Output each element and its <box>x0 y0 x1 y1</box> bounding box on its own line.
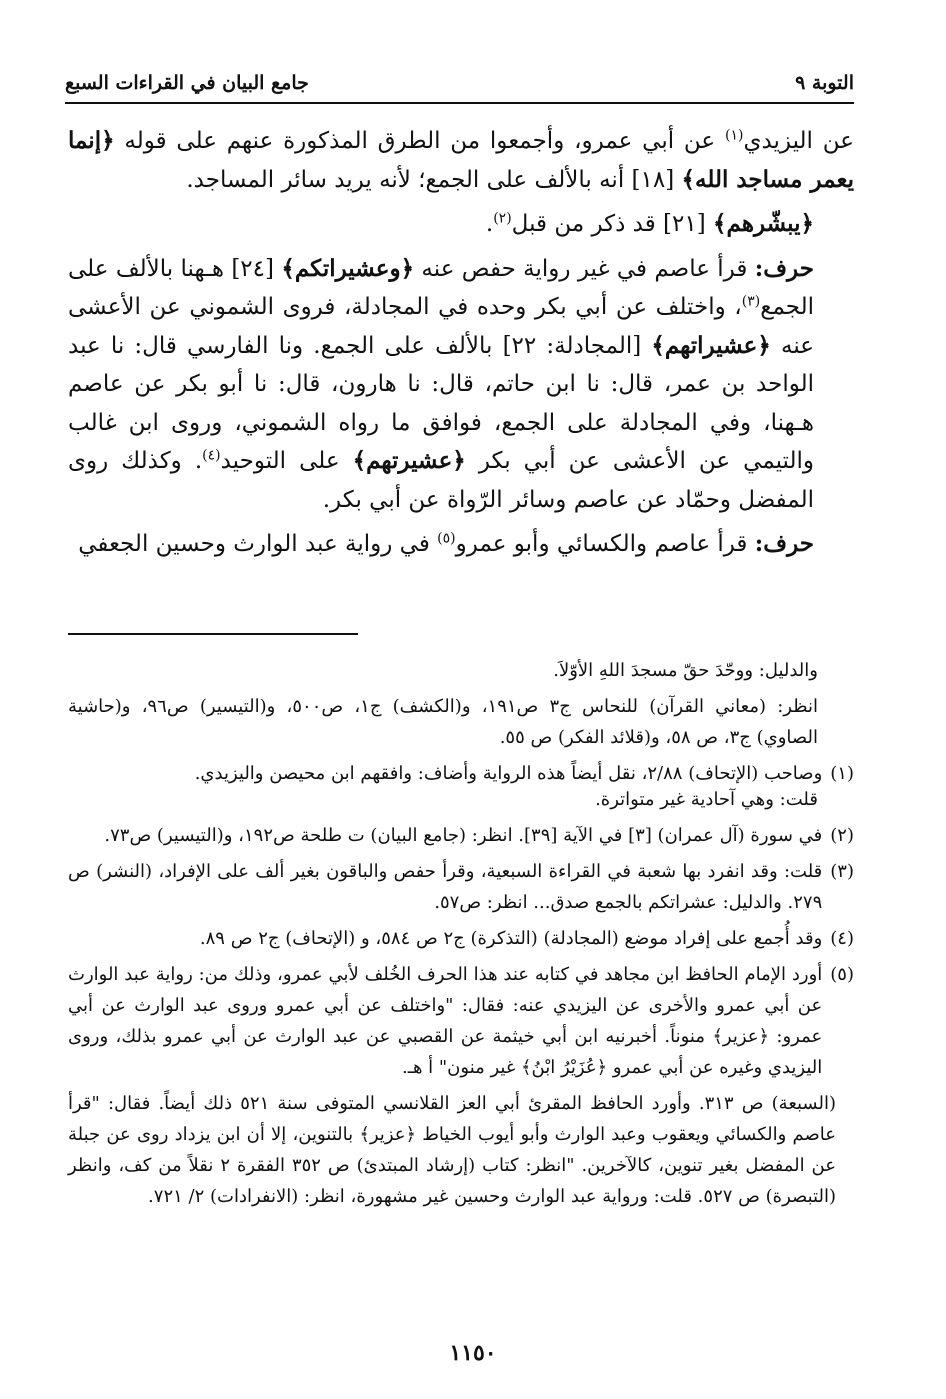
text-run: [٢٤] هـهنا بالألف على الجمع <box>68 255 814 320</box>
footnote-number: (٥) <box>830 964 854 985</box>
book-title: جامع البيان في القراءات السبع <box>65 72 309 94</box>
footnote-5 <box>68 959 854 1083</box>
quran-quote: ﴿يبشّرهم﴾ <box>713 210 814 237</box>
footnotes <box>68 655 854 1217</box>
harf-label: حرف: <box>754 530 814 557</box>
main-text <box>68 122 854 570</box>
surah-label: التوبة ٩ <box>795 72 854 94</box>
footnote-number: (٣) <box>830 861 854 882</box>
footnote-text: قلت: وقد انفرد بها شعبة في القراءة السبعية، وقرأ حفص والباقون بغير ألف على الإفراد، (النشر) ص ٢٧٩. والدليل: عشراتكم بالجمع صدق... انظر: ص٥٧. <box>68 861 823 913</box>
running-header <box>65 70 854 104</box>
text-run: قرأ عاصم والكسائي وأبو عمرو <box>455 531 755 557</box>
text-run: [١٨] أنه بالألف على الجمع؛ لأنه يريد سائر المساجد. <box>186 166 682 193</box>
footnote-ref-5[interactable]: (٥) <box>437 530 456 547</box>
footnote-number: (٢) <box>830 825 854 846</box>
quran-quote: ﴿إنما يعمر مساجد الله﴾ <box>68 127 854 193</box>
text-run: قرأ عاصم في غير رواية حفص عنه <box>414 255 755 282</box>
footnote-divider <box>68 633 358 635</box>
footnote-text: وصاحب (الإتحاف) ٢/٨٨، نقل أيضاً هذه الرواية وأضاف: وافقهم ابن محيصن واليزيدي. <box>194 763 823 784</box>
text-run: على التوحيد <box>220 448 353 474</box>
footnote-continuation: والدليل: ووحّدَ حقّ مسجدَ اللهِ الأوّلاَ. <box>553 660 818 681</box>
harf-label: حرف: <box>754 254 814 282</box>
footnote-subtext: قلت: وهي آحادية غير متواترة. <box>595 789 818 810</box>
quran-quote: ﴿عشيرتهم﴾ <box>352 447 466 474</box>
quran-quote: ﴿وعشيراتكم﴾ <box>281 254 415 282</box>
text-run: عن اليزيدي <box>743 128 854 154</box>
footnote-text: وقد أُجمع على إفراد موضع (المجادلة) (التذكرة) ج٢ ص ٥٨٤، و (الإتحاف) ج٢ ص ٨٩. <box>199 928 823 949</box>
page-number: ١١٥٠ <box>449 1340 497 1366</box>
quran-quote: ﴿عشيراتهم﴾ <box>651 331 771 359</box>
footnote-continuation: انظر: (معاني القرآن) للنحاس ج٣ ص١٩١، و(الكشف) ج١، ص٥٠٠، و(التيسير) ص٩٦، و(حاشية الصاوي) ج٣، ص ٥٨، و(قلائد الفكر) ص ٥٥. <box>68 696 818 748</box>
footnote-ref-3[interactable]: (٣) <box>741 293 761 310</box>
footnote-3 <box>68 856 854 918</box>
footnote-text: في سورة (آل عمران) [٣] في الآية [٣٩]. انظر: (جامع البيان) ت طلحة ص١٩٢، و(التيسير) ص٧٣. <box>104 825 823 846</box>
footnote-subtext: (السبعة) ص ٣١٣. وأورد الحافظ المقرئ أبي العز القلانسي المتوفى سنة ٥٢١ ذلك أيضاً. فقال: "قرأ عاصم والكسائي ويعقوب وعبد الوارث وأبو أيوب الخياط ﴿عزير﴾ بالتنوين، إلا أن ابن يزداد روى عن جبلة عن المفضل بغير تنوين، كالآخرين. "انظر: كتاب (إرشاد المبتدئ) ص ٣٥٢ الفقرة ٢ نقلاً من كف، وانظر (التبصرة) ص ٥٢٧. قلت: ورواية عبد الوارث وحسين غير مشهورة، انظر: (الانفرادات) ٢/ ٧٢١. <box>68 1093 836 1207</box>
footnote-text: أورد الإمام الحافظ ابن مجاهد في كتابه عند هذا الحرف الخُلف لأبي عمرو، وذلك من: رواية عبد الوارث عن أبي عمرو والأخرى عن اليزيدي عنه: فقال: "واختلف عن أبي عمرو وروى عبد الوارث عن أبي عمرو: ﴿عزير﴾ منوناً. أخبرنيه ابن أبي خيثمة عن القصبي عن عبد الوارث عن أبي عمرو بذلك، وروى اليزيدي وغيره عن أبي عمرو ﴿عُزَيْرُ ابْنُ﴾ غير منون" أ هـ. <box>68 964 823 1078</box>
footnote-ref-1[interactable]: (١) <box>724 127 744 144</box>
text-run: في رواية عبد الوارث وحسين الجعفي <box>78 531 438 557</box>
text-run: [٢١] قد ذكر من قبل <box>511 211 714 237</box>
footnote-ref-2[interactable]: (٢) <box>493 210 512 227</box>
paragraph-2 <box>68 205 854 244</box>
text-run: [المجادلة: ٢٢] بالألف على الجمع. ونا الفارسي قال: نا عبد الواحد بن عمر، قال: نا ابن حاتم، قال: نا هارون، قال: نا أبو بكر عن عاصم هـهنا، وفي المجادلة على الجمع، فوافق ما رواه الشموني، وروى ابن غالب والتيمي عن الأعشى عن أبي بكر <box>68 332 814 474</box>
footnote-2 <box>68 820 854 851</box>
paragraph-1 <box>68 122 854 199</box>
paragraph-4 <box>68 525 854 564</box>
paragraph-3 <box>68 250 854 520</box>
text-run: . <box>485 211 494 237</box>
text-run: ، واختلف عن أبي بكر وحده في المجادلة، فروى الشموني عن الأعشى عنه <box>68 294 814 359</box>
footnote-number: (١) <box>830 763 854 784</box>
text-run: . وكذلك روى المفضل وحمّاد عن عاصم وسائر الرّواة عن أبي بكر. <box>68 448 814 513</box>
footnote-4 <box>68 923 854 954</box>
text-run: عن أبي عمرو، وأجمعوا من الطرق المذكورة عنهم على قوله <box>114 128 725 154</box>
footnote-ref-4[interactable]: (٤) <box>202 447 221 464</box>
footnote-number: (٤) <box>830 928 854 949</box>
